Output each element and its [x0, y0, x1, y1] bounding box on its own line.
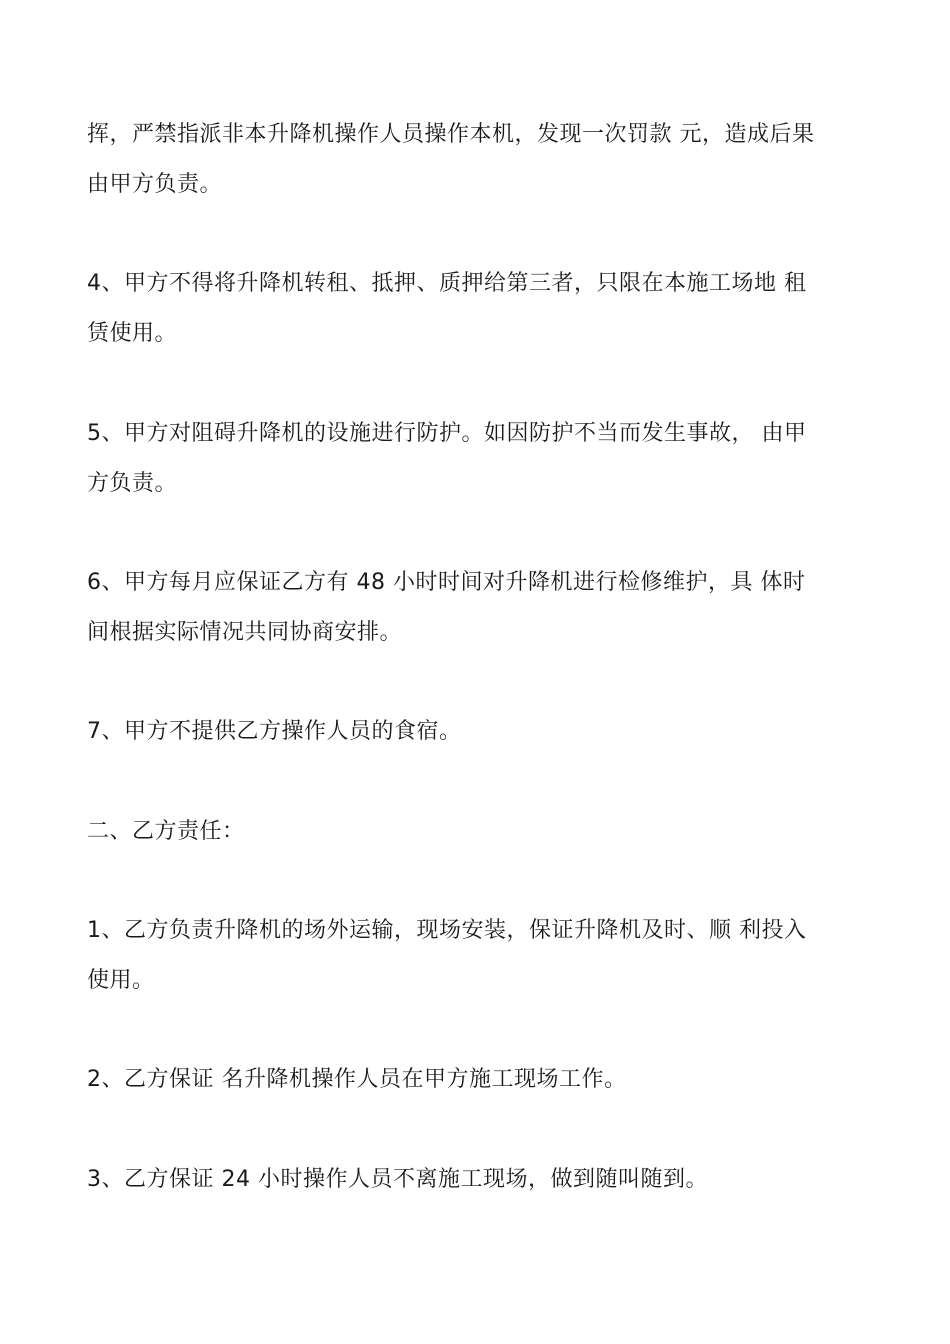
- paragraph-clause-4: [87, 259, 867, 359]
- paragraph-clause-5: [87, 409, 867, 509]
- text-line: 4、甲方不得将升降机转租、抵押、质押给第三者，只限在本施工场地 租: [87, 271, 807, 296]
- text-line: 赁使用。: [87, 321, 178, 346]
- paragraph-b-clause-3: [87, 1155, 867, 1205]
- text-line: 5、甲方对阻碍升降机的设施进行防护。如因防护不当而发生事故， 由甲: [87, 421, 807, 446]
- paragraph-clause-6: [87, 558, 867, 658]
- section-heading-party-b: [87, 807, 867, 857]
- text-line: 间根据实际情况共同协商安排。: [87, 620, 403, 645]
- text-line: 3、乙方保证 24 小时操作人员不离施工现场，做到随叫随到。: [87, 1167, 708, 1192]
- text-line: 7、甲方不提供乙方操作人员的食宿。: [87, 719, 462, 744]
- text-line: 6、甲方每月应保证乙方有 48 小时时间对升降机进行检修维护，具 体时: [87, 570, 806, 595]
- text-line: 2、乙方保证 名升降机操作人员在甲方施工现场工作。: [87, 1067, 627, 1092]
- paragraph-b-clause-1: [87, 906, 867, 1006]
- text-line: 使用。: [87, 968, 155, 993]
- text-line: 二、乙方责任：: [87, 819, 245, 844]
- text-line: 1、乙方负责升降机的场外运输，现场安装，保证升降机及时、顺 利投入: [87, 918, 807, 943]
- text-line: 由甲方负责。: [87, 172, 223, 197]
- text-line: 挥，严禁指派非本升降机操作人员操作本机，发现一次罚款 元，造成后果: [87, 122, 815, 147]
- paragraph-penalty-clause: [87, 110, 867, 210]
- text-line: 方负责。: [87, 471, 178, 496]
- paragraph-b-clause-2: [87, 1055, 867, 1105]
- paragraph-clause-7: [87, 707, 867, 757]
